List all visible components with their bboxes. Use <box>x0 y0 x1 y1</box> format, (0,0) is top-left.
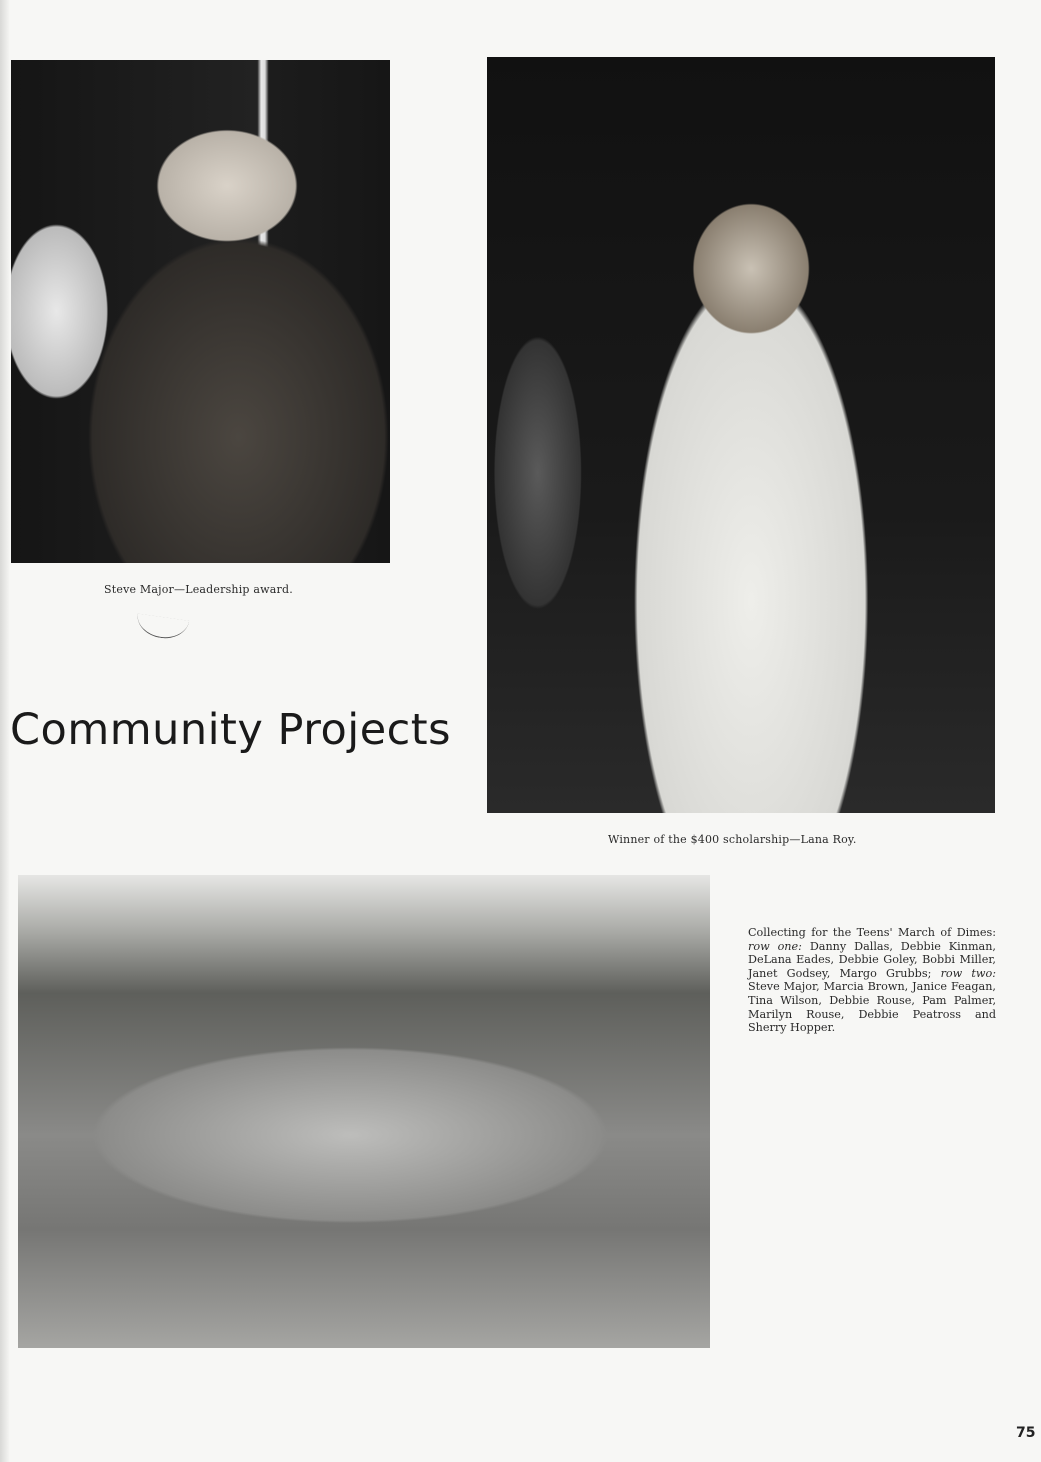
photo-caption-leadership: Steve Major—Leadership award. <box>104 583 293 596</box>
row-two-label: row two: <box>940 966 996 980</box>
row-one-names: Danny Dallas, Debbie Kinman, DeLana Eades, Debbie Goley, Bobbi Miller, Janet Godsey, Margo Grubbs; <box>748 939 996 980</box>
caption-intro: Collecting for the Teens' March of Dimes: <box>748 926 996 939</box>
row-one-label: row one: <box>748 939 802 953</box>
page-title: Community Projects <box>10 705 452 755</box>
photo-caption-group <box>748 926 996 1035</box>
decorative-swoosh <box>135 613 189 641</box>
page-edge-shadow <box>0 0 10 1462</box>
page-number: 75 <box>1016 1425 1036 1441</box>
row-two-names: Steve Major, Marcia Brown, Janice Feagan, Tina Wilson, Debbie Rouse, Pam Palmer, Marilyn Rouse, Debbie Peatross and Sherry Hopper. <box>748 980 996 1035</box>
photo-march-of-dimes-group <box>18 875 710 1348</box>
photo-lana-roy <box>487 57 995 813</box>
photo-steve-major <box>11 60 390 563</box>
photo-caption-scholarship: Winner of the $400 scholarship—Lana Roy. <box>608 833 857 846</box>
